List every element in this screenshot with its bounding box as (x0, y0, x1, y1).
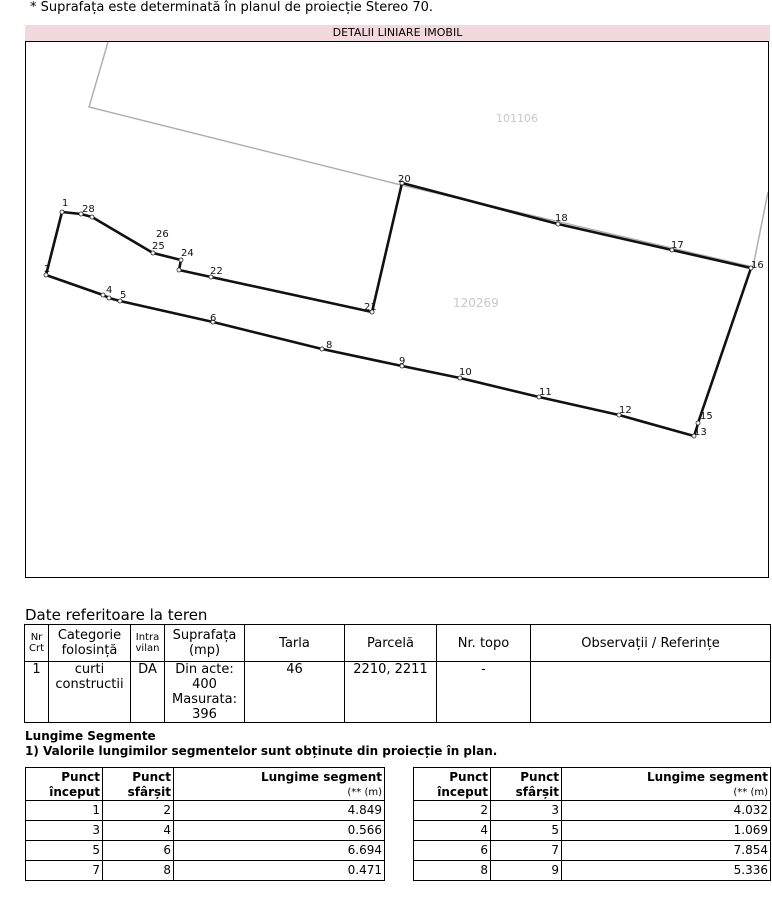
point-label: 18 (555, 213, 568, 224)
cell-intravilan: DA (131, 662, 165, 723)
table-row (414, 841, 771, 861)
header-length-label: Lungime segment (646, 770, 768, 784)
cell-start: 8 (414, 861, 491, 881)
point-label: 22 (210, 266, 223, 277)
header-topo: Nr. topo (437, 625, 531, 662)
header-start: Punct început (26, 768, 103, 801)
cell-length: 0.566 (174, 821, 385, 841)
cell-start: 7 (26, 861, 103, 881)
cell-start: 2 (414, 801, 491, 821)
segments-table-right (413, 767, 771, 881)
point-label: 11 (539, 387, 552, 398)
cell-length: 4.849 (174, 801, 385, 821)
table-row (414, 801, 771, 821)
suprafata-masurata-value: 396 (192, 707, 217, 722)
table-row (414, 861, 771, 881)
segments-table-left (25, 767, 385, 881)
cell-start: 5 (26, 841, 103, 861)
point-label: 6 (210, 313, 217, 324)
suprafata-masurata-label: Masurata: (172, 692, 237, 707)
segments-header-row (414, 768, 771, 801)
table-row (26, 841, 385, 861)
header-length-unit: (** (m) (347, 787, 382, 798)
cell-start: 1 (26, 801, 103, 821)
cell-suprafata (165, 662, 245, 723)
cell-end: 8 (103, 861, 174, 881)
cell-start: 6 (414, 841, 491, 861)
cell-end: 4 (103, 821, 174, 841)
cell-length: 4.032 (562, 801, 771, 821)
cell-end: 9 (491, 861, 562, 881)
point-label: 28 (82, 204, 95, 215)
cell-categorie: curti constructii (49, 662, 131, 723)
point-label: 10 (459, 367, 472, 378)
vertex-markers (44, 181, 753, 438)
teren-header-row (25, 625, 771, 662)
neighbour-boundary (89, 42, 768, 267)
header-end: Punct sfârșit (103, 768, 174, 801)
teren-title: Date referitoare la teren (25, 606, 208, 624)
point-label: 15 (700, 411, 713, 422)
header-obs: Observații / Referințe (531, 625, 771, 662)
point-label: 26 (156, 229, 169, 240)
point-label: 5 (120, 290, 127, 301)
table-row (26, 801, 385, 821)
cell-end: 2 (103, 801, 174, 821)
header-end: Punct sfârșit (491, 768, 562, 801)
suprafata-acte-label: Din acte: (175, 662, 234, 677)
point-label: 16 (751, 260, 764, 271)
segments-title: Lungime Segmente (25, 729, 156, 743)
cell-nr: 1 (25, 662, 49, 723)
parcel-label-neighbour: 101106 (496, 112, 538, 125)
point-label: 8 (326, 340, 333, 351)
projection-note: * Suprafața este determinată în planul de proiecție Stereo 70. (30, 0, 434, 15)
cell-end: 7 (491, 841, 562, 861)
cell-length: 6.694 (174, 841, 385, 861)
point-label: 13 (694, 427, 707, 438)
point-label: 24 (181, 248, 194, 259)
point-label: 17 (671, 240, 684, 251)
table-row (26, 821, 385, 841)
header-categorie: Categorie folosință (49, 625, 131, 662)
header-length-label: Lungime segment (260, 770, 382, 784)
parcel-label-main: 120269 (453, 296, 499, 310)
header-parcela: Parcelă (345, 625, 437, 662)
point-label: 21 (364, 302, 377, 313)
cell-length: 1.069 (562, 821, 771, 841)
header-length (174, 768, 385, 801)
point-label: 4 (106, 285, 113, 296)
point-label: 9 (399, 356, 406, 367)
cell-parcela: 2210, 2211 (345, 662, 437, 723)
point-label: 20 (398, 174, 411, 185)
plan-svg (26, 42, 769, 578)
segments-header-row (26, 768, 385, 801)
cell-length: 7.854 (562, 841, 771, 861)
point-label: 1 (62, 198, 69, 209)
header-nr: Nr Crt (25, 625, 49, 662)
segments-note: 1) Valorile lungimilor segmentelor sunt obținute din proiecție în plan. (25, 744, 498, 758)
cell-end: 6 (103, 841, 174, 861)
header-tarla: Tarla (245, 625, 345, 662)
point-label: 25 (152, 241, 165, 252)
cell-end: 5 (491, 821, 562, 841)
cell-start: 3 (26, 821, 103, 841)
plan-header: DETALII LINIARE IMOBIL (25, 25, 770, 41)
cell-tarla: 46 (245, 662, 345, 723)
point-label: 2 (44, 264, 51, 275)
header-length (562, 768, 771, 801)
plan-drawing (25, 41, 769, 578)
teren-data-row (25, 662, 771, 723)
cell-length: 5.336 (562, 861, 771, 881)
table-row (414, 821, 771, 841)
point-label: 12 (619, 405, 632, 416)
header-length-unit: (** (m) (733, 787, 768, 798)
suprafata-acte-value: 400 (192, 677, 217, 692)
cell-obs (531, 662, 771, 723)
cell-end: 3 (491, 801, 562, 821)
header-suprafata: Suprafața (mp) (165, 625, 245, 662)
header-intravilan: Intra vilan (131, 625, 165, 662)
parcel-boundary (46, 183, 751, 436)
teren-table (24, 624, 771, 723)
table-row (26, 861, 385, 881)
header-start: Punct început (414, 768, 491, 801)
cell-length: 0.471 (174, 861, 385, 881)
cell-start: 4 (414, 821, 491, 841)
cell-topo: - (437, 662, 531, 723)
